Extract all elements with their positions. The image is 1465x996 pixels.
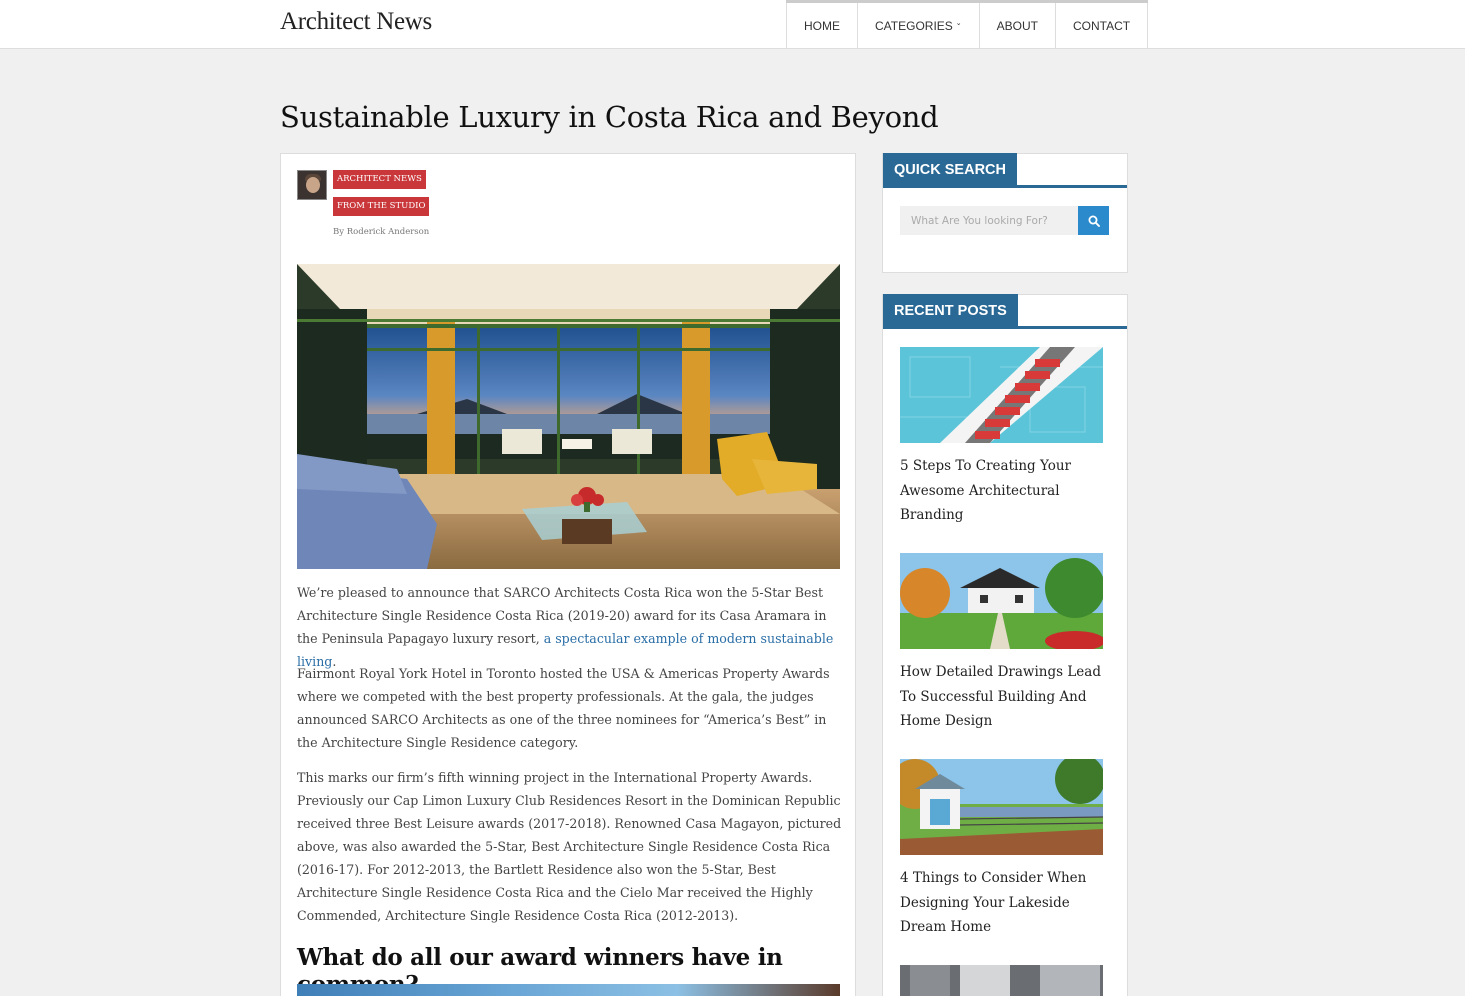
recent-post-thumbnail[interactable] (900, 759, 1103, 855)
recent-post-thumbnail[interactable] (900, 965, 1103, 996)
article-card (280, 153, 856, 996)
nav-contact[interactable]: CONTACT (1055, 3, 1148, 48)
article-paragraph-1: We’re pleased to announce that SARCO Architects Costa Rica won the 5-Star Best Architecture Single Residence Costa Rica (2019-20) award for its Casa Aramara in the Peninsula Papagayo luxury resort, a spectacular example of modern sustainable living. (297, 585, 834, 669)
article-paragraph-3: This marks our firm’s fifth winning project in the International Property Awards. Previously our Cap Limon Luxury Club Residences Resort in the Dominican Republic received three Best Leisure awards (2017-2018). Renowned Casa Magayon, pictured above, was also awarded the 5-Star, Best Architecture Single Residence Costa Rica (2016-17). For 2012-2013, the Bartlett Residence also won the 5-Star, Best Architecture Single Residence Costa Rica and the Cielo Mar received the Highly Commended, Architecture Single Residence Costa Rica (2012-2013). (297, 770, 842, 923)
article-paragraph-2: Fairmont Royal York Hotel in Toronto hosted the USA & Americas Property Awards where we competed with the best property professionals. At the gala, the judges announced SARCO Architects as one of the three nominees for “America’s Best” in the Architecture Single Residence category. (297, 666, 830, 750)
search-input[interactable] (900, 206, 1078, 235)
nav-categories[interactable] (857, 3, 979, 48)
category-tag-from-the-studio[interactable]: FROM THE STUDIO (333, 197, 429, 216)
search-button[interactable] (1078, 206, 1109, 235)
search-icon (1088, 215, 1100, 227)
recent-posts-title: RECENT POSTS (883, 294, 1018, 328)
nav-home[interactable]: HOME (786, 3, 857, 48)
article-second-image (297, 984, 840, 996)
main-nav (786, 0, 1148, 48)
author-byline[interactable]: By Roderick Anderson (333, 227, 430, 237)
nav-categories-label: CATEGORIES (875, 18, 953, 33)
author-avatar[interactable] (297, 170, 327, 200)
recent-post-thumbnail[interactable] (900, 553, 1103, 649)
recent-post-title[interactable]: 5 Steps To Creating Your Awesome Architectural Branding (900, 458, 1071, 523)
hero-image (297, 264, 840, 569)
widget-header (883, 154, 1127, 188)
category-tag-architect-news[interactable]: ARCHITECT NEWS (333, 170, 426, 189)
article-subheading: What do all our award winners have in (297, 944, 783, 971)
nav-about[interactable]: ABOUT (979, 3, 1055, 48)
widget-header (883, 295, 1127, 329)
recent-posts-widget (882, 294, 1128, 996)
quick-search-widget (882, 153, 1128, 273)
article-inline-link[interactable]: a spectacular example of modern sustainable living (297, 631, 834, 669)
recent-post-title[interactable]: 4 Things to Consider When Designing Your Lakeside Dream Home (900, 870, 1087, 935)
site-logo[interactable]: Architect News (280, 8, 432, 35)
recent-post-title[interactable]: How Detailed Drawings Lead To Successful Building And Home Design (900, 664, 1101, 729)
recent-post-thumbnail[interactable] (900, 347, 1103, 443)
page-title: Sustainable Luxury in Costa Rica and Beyond (280, 100, 939, 134)
quick-search-title: QUICK SEARCH (883, 153, 1017, 187)
site-header (0, 0, 1465, 49)
chevron-down-icon: ⌄ (955, 19, 962, 27)
